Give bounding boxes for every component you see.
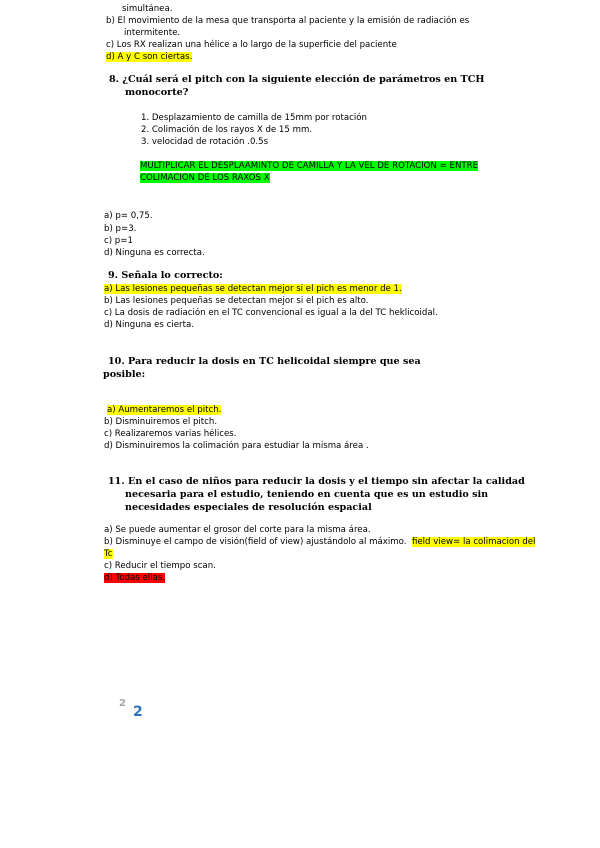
q11-option-b-text: b) Disminuye el campo de visión(field of view) ajustándolo al máximo. bbox=[104, 537, 407, 547]
page-number: 2 bbox=[133, 704, 143, 720]
prev-option-b: b) El movimiento de la mesa que transporta al paciente y la emisión de radiación es bbox=[106, 16, 470, 26]
prev-line: simultánea. bbox=[122, 4, 173, 14]
q8-note bbox=[140, 161, 478, 172]
highlight-yellow: Tc bbox=[104, 549, 113, 559]
prev-option-d bbox=[106, 52, 192, 63]
q8-title: 8. ¿Cuál será el pitch con la siguiente elección de parámetros en TCH bbox=[109, 74, 485, 85]
q8-option-a: a) p= 0,75. bbox=[104, 211, 153, 221]
highlight-yellow: a) Aumentaremos el pitch. bbox=[107, 405, 222, 415]
prev-option-b-cont: intermitente. bbox=[124, 28, 181, 38]
q9-option-b: b) Las lesiones pequeñas se detectan mejor si el pich es alto. bbox=[104, 296, 369, 306]
q9-option-d: d) Ninguna es cierta. bbox=[104, 320, 194, 330]
q8-option-d: d) Ninguna es correcta. bbox=[104, 248, 205, 258]
q10-title: 10. Para reducir la dosis en TC helicoidal siempre que sea bbox=[108, 356, 421, 367]
highlight-green: MULTIPLICAR EL DESPLAAMINTO DE CAMILLA Y LA VEL DE ROTACION = ENTRE bbox=[140, 161, 479, 171]
q11-title-cont2: necesidades especiales de resolución espacial bbox=[125, 502, 372, 513]
highlight-green: COLIMACION DE LOS RAXOS X bbox=[140, 173, 270, 183]
q10-option-d: d) Disminuiremos la colimación para estudiar la misma área . bbox=[104, 441, 369, 451]
q10-title-cont: posible: bbox=[103, 369, 146, 380]
q8-param-3: 3. velocidad de rotación .0.5s bbox=[141, 137, 269, 147]
highlight-yellow: field view= la colimacion del bbox=[411, 537, 536, 547]
q11-title-cont: necesaria para el estudio, teniendo en cuenta que es un estudio sin bbox=[125, 489, 489, 500]
q11-title: 11. En el caso de niños para reducir la dosis y el tiempo sin afectar la calidad bbox=[108, 476, 525, 487]
highlight-yellow: a) Las lesiones pequeñas se detectan mejor si el pich es menor de 1. bbox=[104, 284, 402, 294]
q10-option-c: c) Realizaremos varias hélices. bbox=[104, 429, 237, 439]
q11-option-c: c) Reducir el tiempo scan. bbox=[104, 561, 216, 571]
q8-option-b: b) p=3. bbox=[104, 224, 137, 234]
highlight-yellow: d) A y C son ciertas. bbox=[106, 52, 193, 62]
highlight-red: d) Todas ellas. bbox=[104, 573, 166, 583]
q8-note-cont bbox=[140, 173, 270, 184]
q11-option-b bbox=[104, 537, 535, 548]
q10-option-a bbox=[107, 405, 221, 416]
q8-option-c: c) p=1 bbox=[104, 236, 133, 246]
q11-option-a: a) Se puede aumentar el grosor del corte para la misma área. bbox=[104, 525, 371, 535]
q9-option-c: c) La dosis de radiación en el TC convencional es igual a la del TC heklicoidal. bbox=[104, 308, 438, 318]
q10-option-b: b) Disminuiremos el pitch. bbox=[104, 417, 218, 427]
q8-title-cont: monocorte? bbox=[125, 87, 189, 98]
q11-option-b-cont bbox=[104, 549, 113, 560]
prev-option-c: c) Los RX realizan una hélice a lo largo de la superficie del paciente bbox=[106, 40, 397, 50]
q9-option-a bbox=[104, 284, 402, 295]
q11-option-d bbox=[104, 573, 165, 584]
q8-param-1: 1. Desplazamiento de camilla de 15mm por rotación bbox=[141, 113, 367, 123]
q9-title: 9. Señala lo correcto: bbox=[108, 270, 223, 281]
page-number-ghost: 2 bbox=[119, 698, 126, 709]
q8-param-2: 2. Colimación de los rayos X de 15 mm. bbox=[141, 125, 313, 135]
